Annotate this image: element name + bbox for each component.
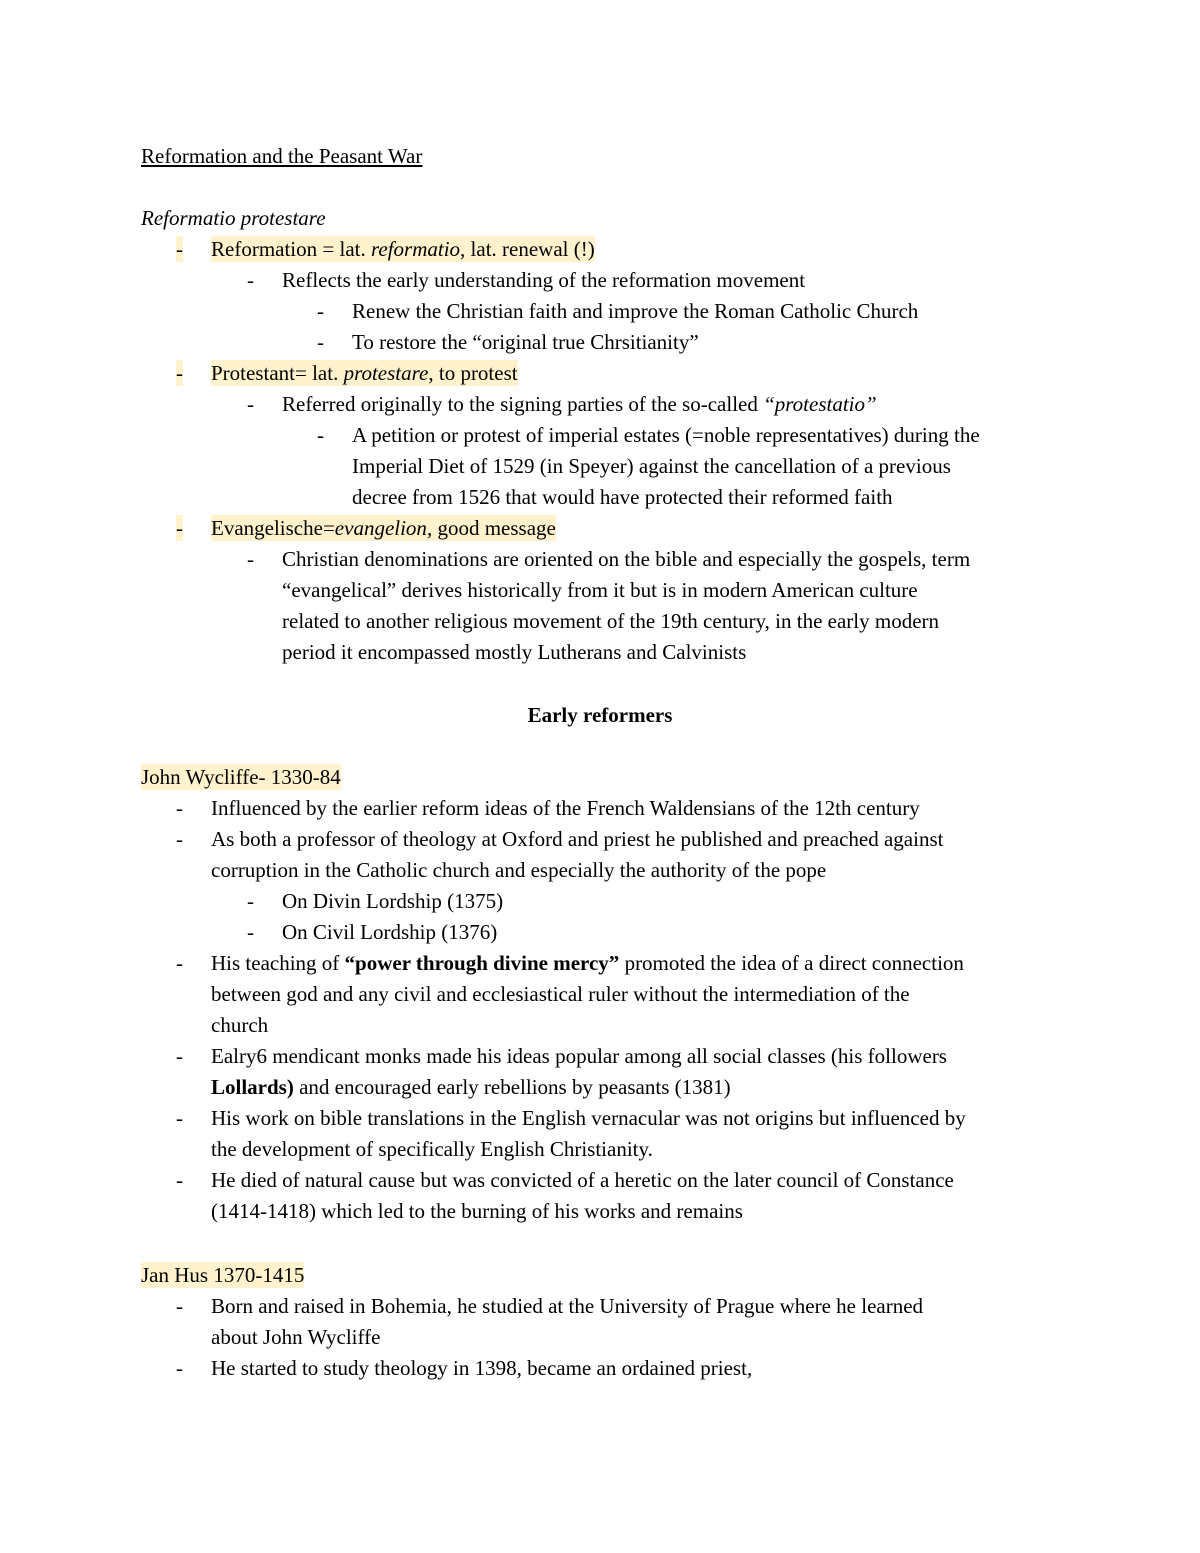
document-title: Reformation and the Peasant War [141, 144, 423, 168]
person-heading-hus: Jan Hus 1370-1415 [141, 1263, 305, 1287]
bullet-dash: - [176, 827, 183, 851]
bullet-dash: - [176, 237, 183, 261]
bullet-text: Lollards) and encouraged early rebellions by peasants (1381) [211, 1075, 731, 1099]
bullet-text: His work on bible translations in the English vernacular was not origins but influenced by [211, 1106, 966, 1130]
section-subtitle: Reformatio protestare [141, 206, 326, 230]
bullet-dash: - [317, 423, 324, 447]
sub-sub-bullet-text: decree from 1526 that would have protected their reformed faith [352, 485, 893, 509]
bullet-text: He started to study theology in 1398, became an ordained priest, [211, 1356, 753, 1380]
sub-sub-bullet-text: Renew the Christian faith and improve the Roman Catholic Church [352, 299, 919, 323]
bullet-dash: - [176, 1168, 183, 1192]
person-heading-wycliffe: John Wycliffe- 1330-84 [141, 765, 341, 789]
bullet-text: church [211, 1013, 269, 1037]
bullet-dash: - [247, 392, 254, 416]
sub-sub-bullet-text: Imperial Diet of 1529 (in Speyer) against the cancellation of a previous [352, 454, 951, 478]
bullet-evangelische: Evangelische=evangelion, good message [211, 516, 556, 540]
bullet-reformation: Reformation = lat. reformatio, lat. renewal (!) [211, 237, 595, 261]
bullet-text: Influenced by the earlier reform ideas of the French Waldensians of the 12th century [211, 796, 920, 820]
bullet-text: Born and raised in Bohemia, he studied at the University of Prague where he learned [211, 1294, 924, 1318]
bullet-text: corruption in the Catholic church and especially the authority of the pope [211, 858, 827, 882]
bullet-text: His teaching of “power through divine mercy” promoted the idea of a direct connection [211, 951, 964, 975]
sub-bullet-text: Reflects the early understanding of the reformation movement [282, 268, 806, 292]
bullet-dash: - [176, 951, 183, 975]
bullet-text: As both a professor of theology at Oxford and priest he published and preached against [211, 827, 944, 851]
bullet-dash: - [176, 516, 183, 540]
bullet-text: Ealry6 mendicant monks made his ideas popular among all social classes (his followers [211, 1044, 947, 1068]
bullet-dash: - [176, 361, 183, 385]
sub-bullet-text: period it encompassed mostly Lutherans and Calvinists [282, 640, 747, 664]
bullet-dash: - [176, 1294, 183, 1318]
sub-bullet-text: Christian denominations are oriented on the bible and especially the gospels, term [282, 547, 971, 571]
bullet-text: the development of specifically English Christianity. [211, 1137, 653, 1161]
bullet-dash: - [247, 268, 254, 292]
bullet-text: between god and any civil and ecclesiastical ruler without the intermediation of the [211, 982, 910, 1006]
bullet-dash: - [247, 547, 254, 571]
sub-bullet-text: Referred originally to the signing parties of the so-called “protestatio” [282, 392, 877, 416]
bullet-text: about John Wycliffe [211, 1325, 381, 1349]
bullet-dash: - [176, 796, 183, 820]
bullet-dash: - [176, 1356, 183, 1380]
sub-sub-bullet-text: To restore the “original true Chrsitianity” [352, 330, 699, 354]
bullet-text: He died of natural cause but was convicted of a heretic on the later council of Constance [211, 1168, 954, 1192]
sub-bullet-text: related to another religious movement of the 19th century, in the early modern [282, 609, 940, 633]
bullet-text: (1414-1418) which led to the burning of his works and remains [211, 1199, 743, 1223]
bullet-dash: - [176, 1044, 183, 1068]
sub-sub-bullet-text: A petition or protest of imperial estates (=noble representatives) during the [352, 423, 980, 447]
sub-bullet-text: “evangelical” derives historically from it but is in modern American culture [282, 578, 918, 602]
bullet-dash: - [317, 330, 324, 354]
bullet-dash: - [176, 1106, 183, 1130]
bullet-dash: - [317, 299, 324, 323]
sub-bullet-text: On Civil Lordship (1376) [282, 920, 498, 944]
bullet-dash: - [247, 889, 254, 913]
section-heading: Early reformers [527, 703, 673, 727]
bullet-dash: - [247, 920, 254, 944]
sub-bullet-text: On Divin Lordship (1375) [282, 889, 504, 913]
bullet-protestant: Protestant= lat. protestare, to protest [211, 361, 518, 385]
